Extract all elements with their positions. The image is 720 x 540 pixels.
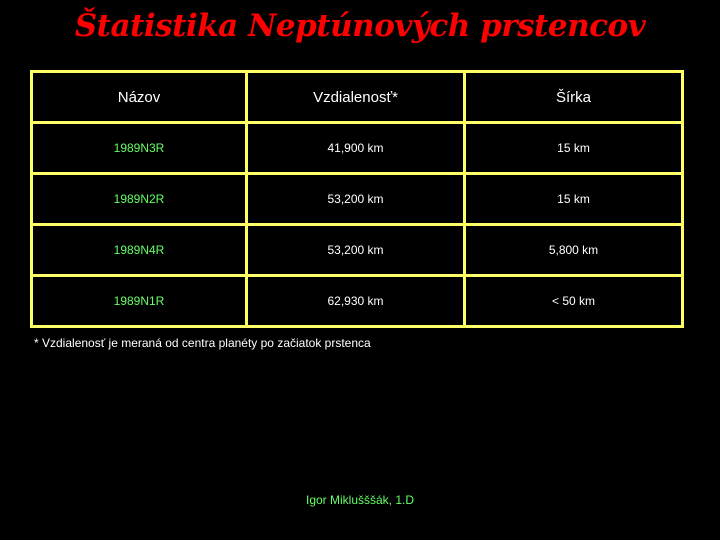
header-distance: Vzdialenosť* <box>247 72 465 123</box>
ring-name: 1989N3R <box>32 123 247 174</box>
table-row <box>32 174 683 225</box>
ring-width: < 50 km <box>465 276 683 327</box>
table-row <box>32 225 683 276</box>
ring-width: 15 km <box>465 123 683 174</box>
author-credit: Igor Miklušššák, 1.D <box>305 493 415 507</box>
page-title: Štatistika Neptúnových prstencov <box>74 8 646 44</box>
ring-distance: 41,900 km <box>247 123 465 174</box>
ring-width: 5,800 km <box>465 225 683 276</box>
ring-name: 1989N4R <box>32 225 247 276</box>
table-row <box>32 276 683 327</box>
ring-distance: 53,200 km <box>247 225 465 276</box>
ring-distance: 62,930 km <box>247 276 465 327</box>
header-name: Názov <box>32 72 247 123</box>
table-header-row <box>32 72 683 123</box>
footnote: * Vzdialenosť je meraná od centra planéty po začiatok prstenca <box>34 336 371 350</box>
table-row <box>32 123 683 174</box>
ring-distance: 53,200 km <box>247 174 465 225</box>
rings-table <box>30 70 684 328</box>
ring-name: 1989N1R <box>32 276 247 327</box>
ring-name: 1989N2R <box>32 174 247 225</box>
header-width: Šírka <box>465 72 683 123</box>
ring-width: 15 km <box>465 174 683 225</box>
